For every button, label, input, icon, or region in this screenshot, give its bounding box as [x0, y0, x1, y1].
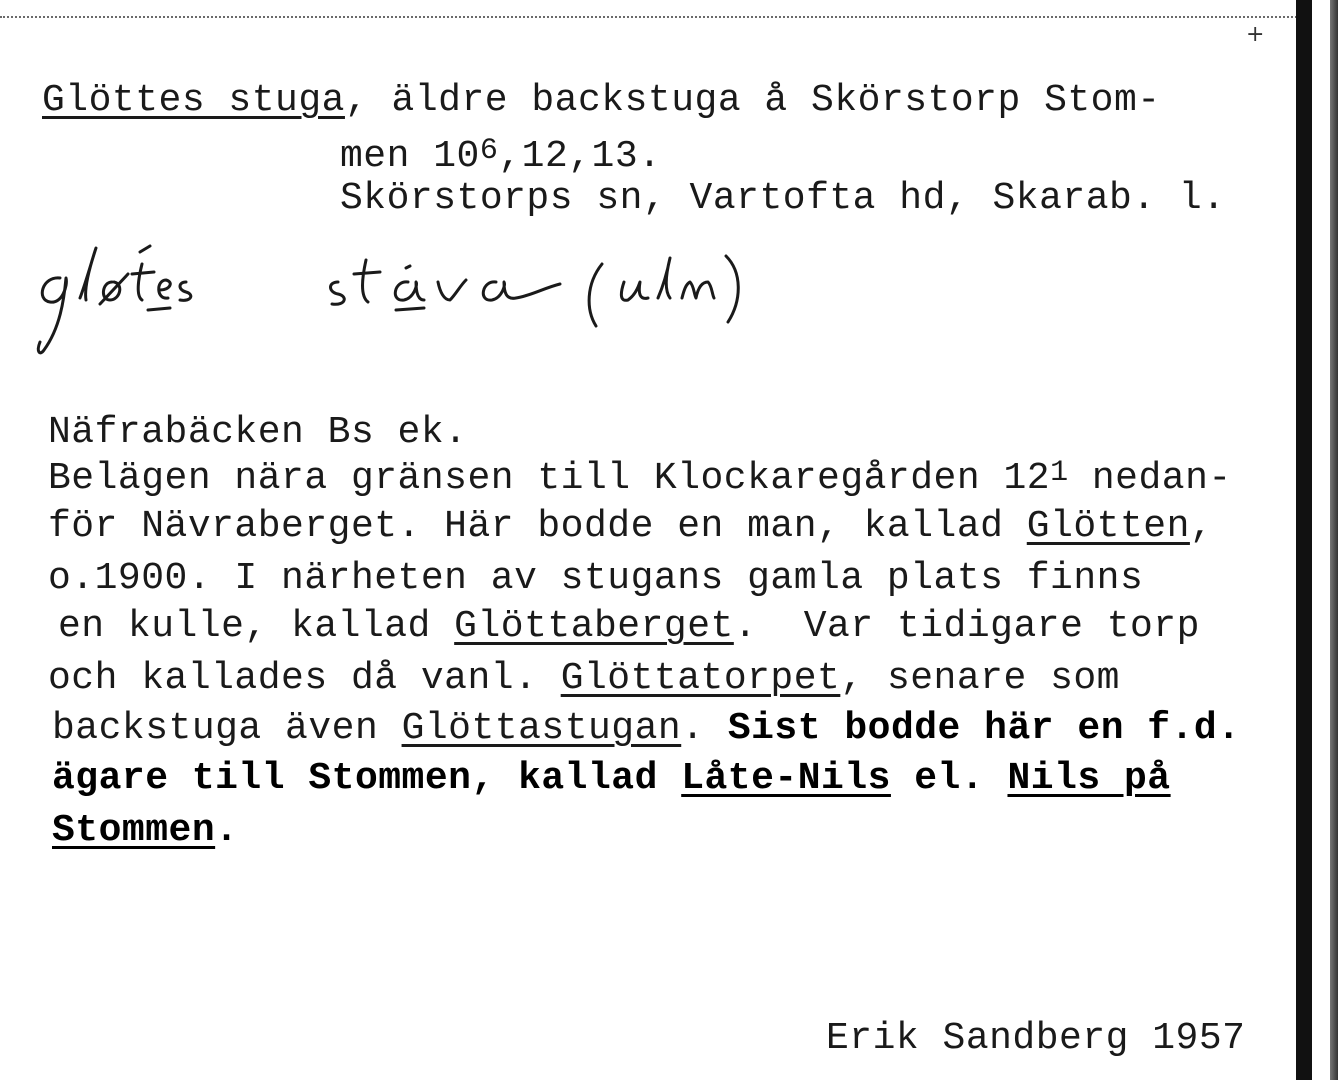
header-line-1-rest: , äldre backstuga å Skörstorp Stom-: [344, 79, 1161, 122]
card-right-border: [1330, 0, 1338, 1080]
name-nils-pa: Nils på: [1007, 757, 1171, 800]
body-line-9: [52, 809, 239, 852]
body-line-7: [52, 707, 1241, 750]
body-line-3: [48, 505, 1214, 548]
header-superscript: 6: [479, 134, 499, 168]
body-line-2-tail: nedan-: [1068, 457, 1232, 500]
body-line-6-text: och kallades då vanl.: [48, 657, 561, 700]
name-stommen: Stommen: [52, 809, 216, 852]
name-glottastugan: Glöttastugan: [401, 707, 682, 750]
body-line-5-tail: . Var tidigare torp: [733, 605, 1200, 648]
place-name: Glöttes stuga: [42, 79, 345, 122]
name-glotten: Glötten: [1026, 505, 1190, 548]
body-line-2-text: Belägen nära gränsen till Klockaregården 12: [48, 457, 1051, 500]
body-line-7-text: backstuga även: [52, 707, 402, 750]
body-line-9-tail: .: [215, 809, 239, 852]
header-line-3: Skörstorps sn, Vartofta hd, Skarab. l.: [340, 177, 1226, 220]
body-line-8: [52, 757, 1171, 800]
cross-mark-icon: +: [1246, 22, 1265, 47]
body-line-3-text: för Nävraberget. Här bodde en man, kallad: [48, 505, 1027, 548]
body-line-3-tail: ,: [1189, 505, 1214, 548]
body-line-6-tail: , senare som: [840, 657, 1120, 700]
body-line-7-mid: .: [681, 707, 728, 750]
card-right-edge: [1296, 0, 1312, 1080]
header-line-2-text: men 10: [340, 135, 480, 178]
name-glottaberget: Glöttaberget: [454, 605, 734, 648]
signature: Erik Sandberg 1957: [826, 1017, 1246, 1060]
header-line-1: [42, 79, 1161, 122]
body-line-6: [48, 657, 1120, 700]
top-edge-line: [0, 16, 1300, 18]
body-line-2: [48, 456, 1232, 500]
header-line-2-tail: ,12,13.: [498, 135, 662, 178]
body-line-4: o.1900. I närheten av stugans gamla plats finns: [48, 557, 1144, 600]
body-line-5-text: en kulle, kallad: [58, 605, 455, 648]
name-late-nils: Låte-Nils: [681, 757, 891, 800]
handwritten-pronunciation: [20, 238, 780, 358]
body-line-8-mid: el.: [890, 757, 1008, 800]
body-superscript: 1: [1050, 456, 1069, 490]
body-line-5: [58, 605, 1200, 648]
body-line-1: Näfrabäcken Bs ek.: [48, 411, 468, 454]
body-line-8-text: ägare till Stommen, kallad: [52, 757, 682, 800]
name-glottatorpet: Glöttatorpet: [560, 657, 841, 700]
header-line-2: [340, 134, 662, 178]
body-line-7-bold: Sist bodde här en f.d.: [727, 707, 1241, 750]
